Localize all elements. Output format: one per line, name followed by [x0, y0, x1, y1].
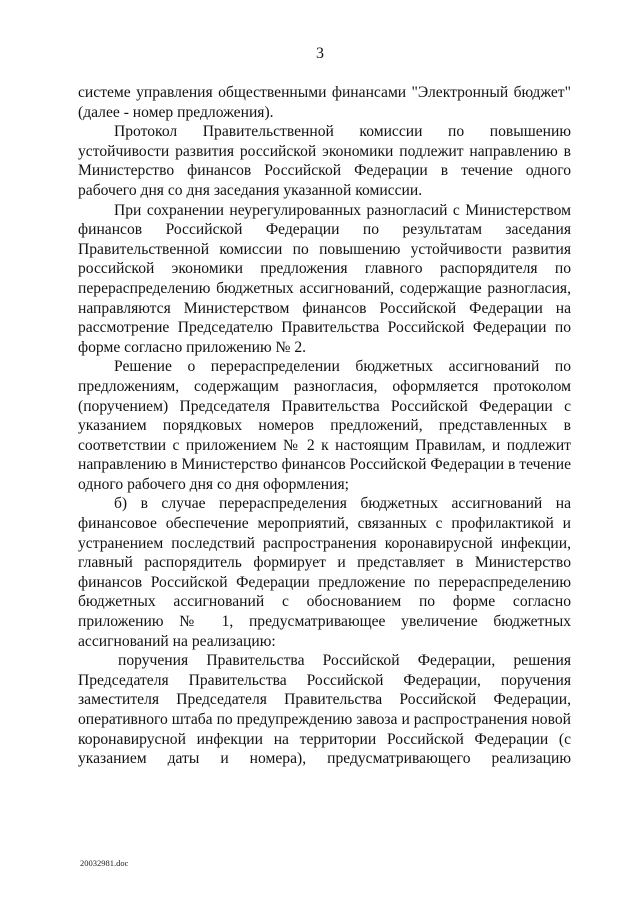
page-number: 3: [316, 45, 324, 62]
paragraph-disagreements: При сохранении неурегулированных разногласий с Министерством финансов Российской Федерации по результатам заседания Правительственной комиссии по повышению устойчивости развития российской экономики предложения главного распорядителя по перераспределению бюджетных ассигнований, содержащие разногласия, направляются Министерством финансов Российской Федерации на рассмотрение Председателю Правительства Российской Федерации по форме согласно приложению № 2.: [78, 201, 571, 356]
paragraph-continuation: системе управления общественными финансами "Электронный бюджет" (далее - номер предложения).: [78, 84, 571, 121]
paragraph-decision: Решение о перераспределении бюджетных ассигнований по предложениям, содержащим разногласия, оформляется протоколом (поручением) Председателя Правительства Российской Федерации с указанием порядковых номеров предложений, представленных в соответствии с приложением № 2 к настоящим Правилам, и подлежит направлению в Министерство финансов Российской Федерации в течение одного рабочего дня со дня оформления;: [78, 358, 571, 493]
paragraph-instructions: поручения Правительства Российской Федерации, решения Председателя Правительства Российской Федерации, поручения заместителя Председателя Правительства Российской Федерации, оперативного штаба по предупреждению завоза и распространения новой коронавирусной инфекции на территории Российской Федерации (с указанием даты и номера), предусматривающего реализацию: [78, 652, 571, 768]
paragraph-item-b: б) в случае перераспределения бюджетных ассигнований на финансовое обеспечение мероприятий, связанных с профилактикой и устранением последствий распространения коронавирусной инфекции, главный распорядитель формирует и представляет в Министерство финансов Российской Федерации предложение по перераспределению бюджетных ассигнований с обоснованием по форме согласно приложению № 1, предусматривающее увеличение бюджетных ассигнований на реализацию:: [78, 495, 571, 650]
document-body: [78, 83, 571, 769]
document-filename: 20032981.doc: [80, 858, 129, 868]
paragraph-protocol: Протокол Правительственной комиссии по повышению устойчивости развития российской экономики подлежит направлению в Министерство финансов Российской Федерации в течение одного рабочего дня со дня заседания указанной комиссии.: [78, 123, 571, 199]
